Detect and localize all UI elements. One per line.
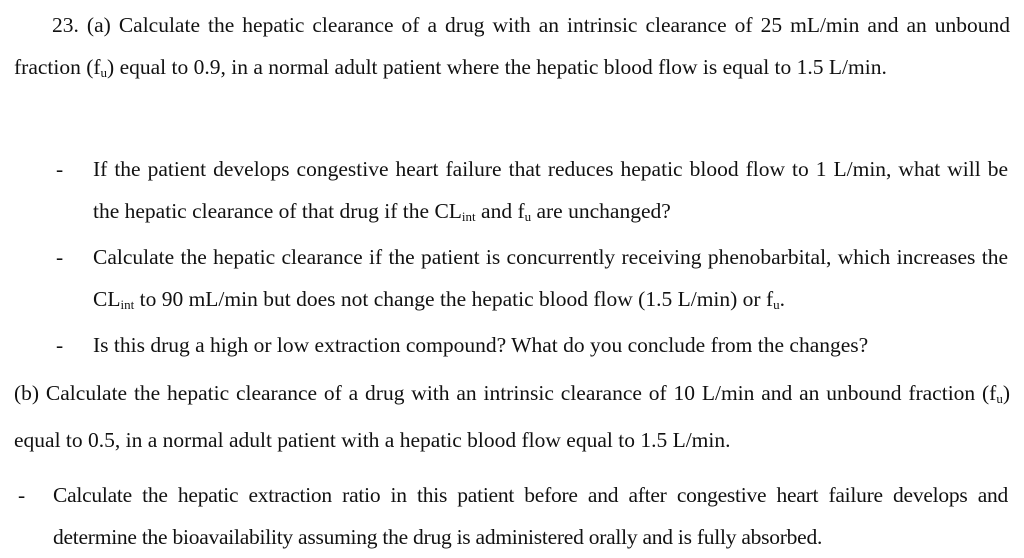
bullet-text: Is this drug a high or low extraction compound? What do you conclude from the changes? [93, 333, 869, 357]
bullet-subscript: int [120, 296, 135, 312]
part-a-label: (a) [86, 13, 111, 37]
part-b-intro-subscript: u [996, 391, 1003, 406]
bullet-text: are unchanged? [531, 198, 671, 223]
bullet-text: Calculate the hepatic extraction ratio in this patient before and after congestive heart failure develops and determine the bioavailability assuming the drug is administered orally and is fully absorbed. [53, 483, 1008, 549]
part-b-bullet-list [0, 475, 1024, 558]
bullet-subscript: int [461, 208, 476, 224]
bullet-text: Calculate the hepatic clearance if the patient is concurrently receiving phenobarbital, which increases the CL [93, 245, 1008, 311]
part-a-intro-text-end: ) equal to 0.9, in a normal adult patient where the hepatic blood flow is equal to 1.5 L/min. [107, 54, 887, 79]
part-a-bullet-list [0, 149, 1024, 367]
part-a-bullet-3 [0, 325, 1008, 367]
bullet-dash: - [56, 245, 64, 269]
part-b-paragraph [14, 373, 1010, 461]
part-a-bullet-1 [0, 149, 1008, 237]
bullet-dash: - [56, 157, 64, 181]
bullet-text: If the patient develops congestive heart failure that reduces hepatic blood flow to 1 L/min, what will be the hepatic clearance of that drug if the CL [93, 157, 1008, 223]
bullet-subscript: u [524, 208, 532, 224]
part-b-intro-text: Calculate the hepatic clearance of a drug with an intrinsic clearance of 10 L/min and an unbound fraction (f [45, 381, 997, 405]
bullet-text: and f [475, 198, 525, 223]
bullet-text: to 90 mL/min but does not change the hepatic blood flow (1.5 L/min) or f [134, 286, 774, 311]
question-number: 23. [52, 13, 79, 37]
part-a-bullet-2 [0, 237, 1008, 325]
part-a-paragraph [14, 5, 1010, 93]
bullet-dash: - [18, 483, 25, 507]
bullet-dash: - [56, 333, 64, 357]
part-b-label: (b) [14, 381, 40, 405]
part-b-bullet-1 [0, 475, 1008, 558]
part-a-intro-subscript: u [100, 64, 108, 80]
bullet-subscript: u [773, 296, 780, 312]
part-a-intro-text: Calculate the hepatic clearance of a drug with an intrinsic clearance of 25 mL/min and an unbound fraction (f [14, 13, 1011, 79]
part-b-intro-text-end: ) equal to 0.5, in a normal adult patient with a hepatic blood flow equal to 1.5 L/min. [14, 381, 1010, 452]
bullet-text: . [779, 286, 785, 311]
